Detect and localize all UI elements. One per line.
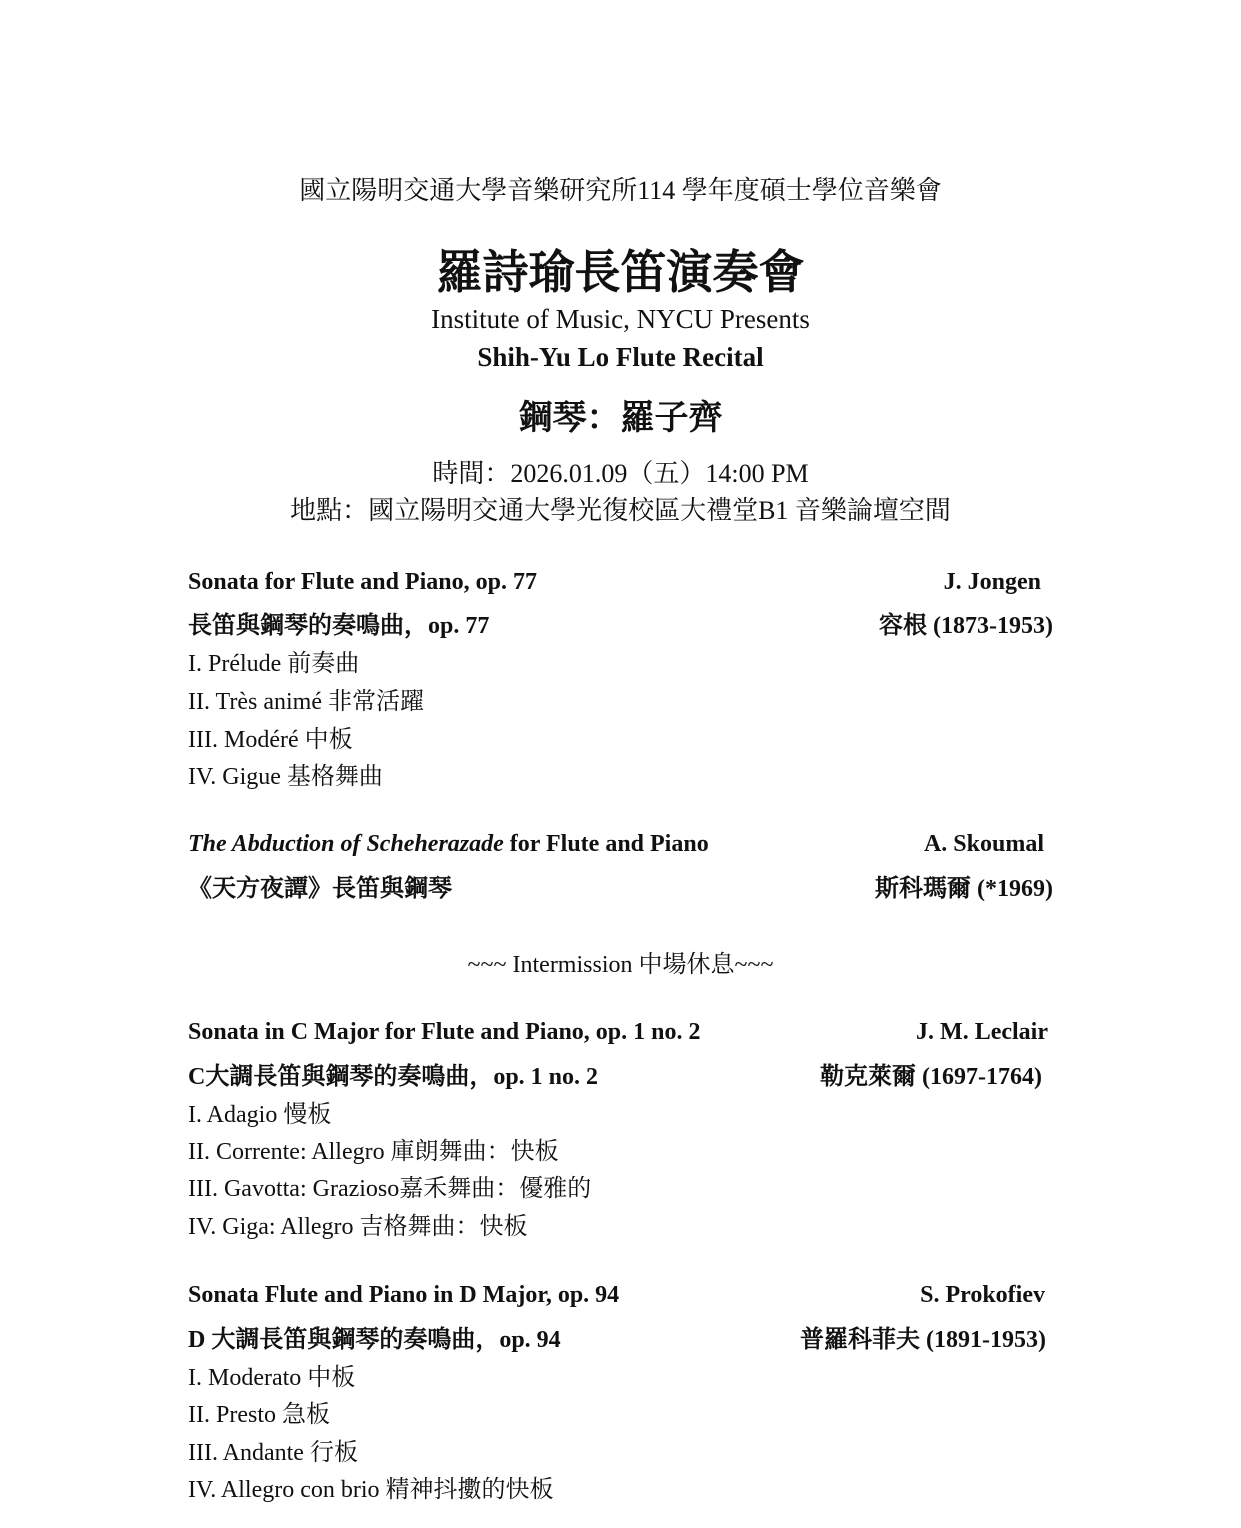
movement-item: II. Très animé 非常活躍	[188, 689, 424, 715]
movement-item: I. Adagio 慢板	[188, 1102, 332, 1128]
movement-item: I. Moderato 中板	[188, 1365, 356, 1391]
composer-name-zh: 勒克萊爾 (1697-1764)	[820, 1064, 1042, 1090]
movement-item: IV. Allegro con brio 精神抖擻的快板	[188, 1477, 554, 1503]
movement-item: II. Corrente: Allegro 庫朗舞曲：快板	[188, 1139, 559, 1165]
recital-title-en: Shih-Yu Lo Flute Recital	[477, 342, 764, 372]
composer-name-zh: 容根 (1873-1953)	[879, 613, 1053, 639]
composer-name-en: J. M. Leclair	[916, 1019, 1048, 1045]
intermission-line: ~~~ Intermission 中場休息~~~	[467, 952, 774, 978]
piece-title-zh: D 大調長笛與鋼琴的奏鳴曲，op. 94	[188, 1327, 561, 1353]
concert-venue: 地點：國立陽明交通大學光復校區大禮堂B1 音樂論壇空間	[290, 496, 951, 525]
piece-title-en: Sonata Flute and Piano in D Major, op. 94	[188, 1282, 620, 1308]
movement-item: II. Presto 急板	[188, 1402, 330, 1428]
composer-name-zh: 普羅科菲夫 (1891-1953)	[800, 1327, 1046, 1353]
pianist-line: 鋼琴：羅子齊	[518, 398, 723, 438]
composer-name-en: J. Jongen	[943, 569, 1041, 595]
movement-item: III. Modéré 中板	[188, 727, 353, 753]
movement-item: III. Andante 行板	[188, 1440, 358, 1466]
concert-series-line: 國立陽明交通大學音樂研究所114 學年度碩士學位音樂會	[299, 176, 942, 205]
piece-title-en: Sonata for Flute and Piano, op. 77	[188, 569, 537, 595]
presenter-line: Institute of Music, NYCU Presents	[431, 304, 810, 334]
movement-item: I. Prélude 前奏曲	[188, 651, 360, 677]
composer-name-en: S. Prokofiev	[920, 1282, 1045, 1308]
composer-name-zh: 斯科瑪爾 (*1969)	[875, 876, 1053, 902]
movement-item: IV. Gigue 基格舞曲	[188, 764, 383, 790]
piece-title-zh: C大調長笛與鋼琴的奏鳴曲，op. 1 no. 2	[188, 1064, 599, 1090]
composer-name-en: A. Skoumal	[923, 831, 1044, 857]
piece-title-italic: The Abduction of Scheherazade	[188, 831, 504, 857]
piece-title-rest: for Flute and Piano	[503, 831, 709, 857]
piece-title-zh: 《天方夜譚》長笛與鋼琴	[188, 876, 452, 902]
piece-title-en	[188, 831, 709, 858]
piece-title-zh: 長笛與鋼琴的奏鳴曲，op. 77	[188, 613, 490, 639]
recital-title-zh: 羅詩瑜長笛演奏會	[436, 245, 805, 299]
movement-item: III. Gavotta: Grazioso嘉禾舞曲：優雅的	[188, 1176, 592, 1202]
concert-time: 時間：2026.01.09（五）14:00 PM	[432, 459, 809, 488]
movement-item: IV. Giga: Allegro 吉格舞曲：快板	[188, 1214, 528, 1240]
piece-title-en: Sonata in C Major for Flute and Piano, op. 1 no. 2	[188, 1019, 701, 1045]
